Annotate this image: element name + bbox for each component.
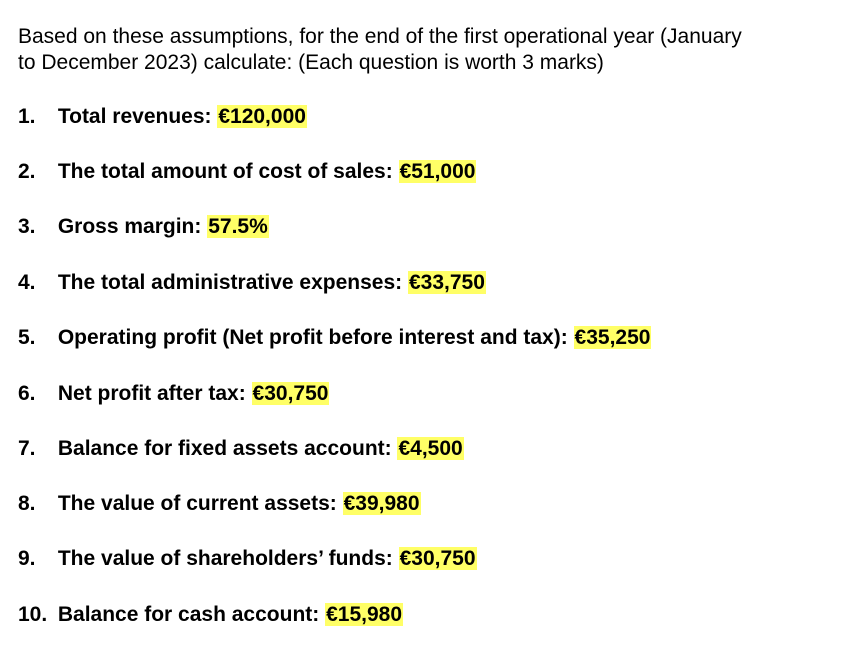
answer-highlight: €30,750 — [252, 382, 329, 405]
answer-highlight: 57.5% — [208, 215, 268, 238]
question-text: The total amount of cost of sales: — [57, 160, 393, 183]
question-6 — [18, 381, 329, 407]
answer-highlight: €15,980 — [326, 603, 403, 626]
question-number: 8. — [18, 492, 36, 515]
question-text: Total revenues: — [57, 105, 212, 128]
question-1 — [18, 104, 307, 130]
question-number: 3. — [18, 215, 36, 238]
question-number: 10. — [18, 603, 48, 626]
question-9 — [18, 546, 477, 572]
question-text: Balance for fixed assets account: — [57, 437, 392, 460]
question-text: Gross margin: — [57, 215, 202, 238]
answer-highlight: €120,000 — [218, 105, 306, 128]
question-text: The value of current assets: — [57, 492, 337, 515]
question-8 — [18, 491, 421, 517]
question-3 — [18, 214, 269, 240]
question-number: 9. — [18, 547, 36, 570]
question-number: 5. — [18, 326, 36, 349]
question-10 — [18, 602, 403, 628]
question-text: The value of shareholders’ funds: — [57, 547, 393, 570]
intro-line-2: to December 2023) calculate: (Each question is worth 3 marks) — [18, 51, 604, 74]
question-4 — [18, 270, 486, 296]
answer-highlight: €39,980 — [343, 492, 420, 515]
question-number: 1. — [18, 105, 36, 128]
question-number: 6. — [18, 382, 36, 405]
question-number: 7. — [18, 437, 36, 460]
question-text: Operating profit (Net profit before interest and tax): — [57, 326, 568, 349]
question-number: 4. — [18, 271, 36, 294]
answer-highlight: €4,500 — [398, 437, 463, 460]
question-7 — [18, 436, 464, 462]
answer-highlight: €51,000 — [399, 160, 476, 183]
question-number: 2. — [18, 160, 36, 183]
question-text: The total administrative expenses: — [57, 271, 403, 294]
answer-highlight: €30,750 — [399, 547, 476, 570]
answer-highlight: €35,250 — [574, 326, 651, 349]
question-2 — [18, 159, 476, 185]
question-text: Balance for cash account: — [57, 603, 320, 626]
question-text: Net profit after tax: — [57, 382, 246, 405]
intro-line-1: Based on these assumptions, for the end of the first operational year (January — [18, 25, 742, 48]
intro-paragraph — [18, 24, 848, 76]
document-page — [18, 24, 848, 626]
answer-highlight: €33,750 — [408, 271, 485, 294]
question-5 — [18, 325, 651, 351]
